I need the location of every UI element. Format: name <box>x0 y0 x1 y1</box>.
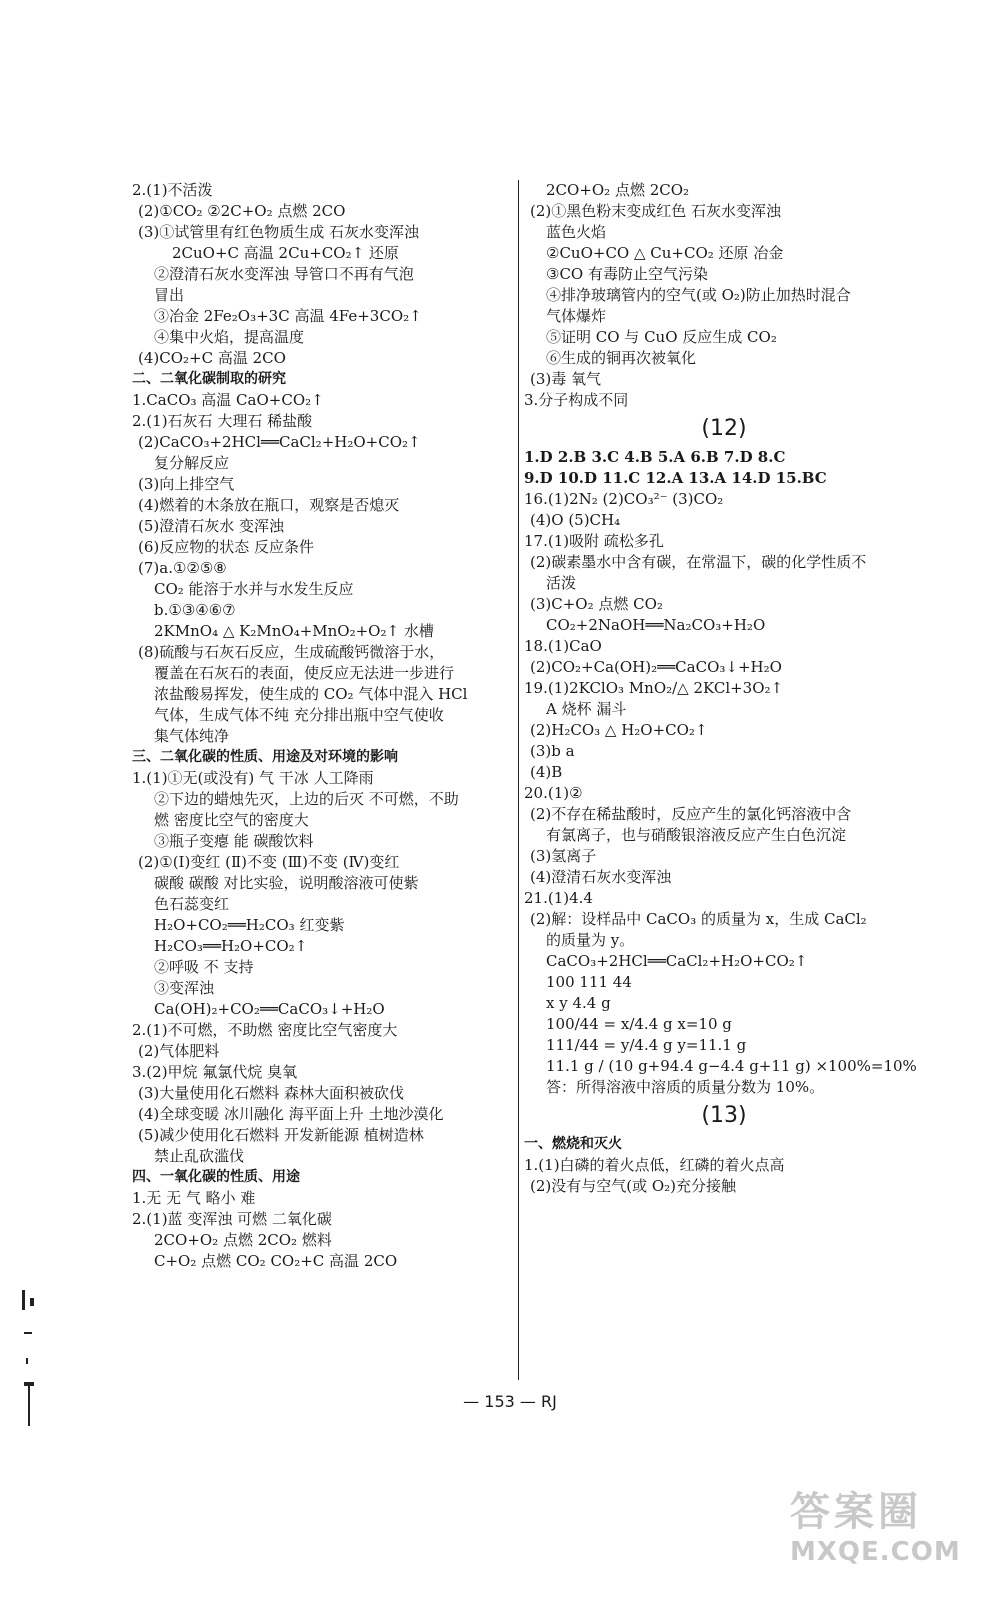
answer-line: 色石蕊变红 <box>154 895 230 913</box>
answer-line: 18.(1)CaO <box>524 637 602 655</box>
answer-line: (2)①CO₂ ②2C+O₂ 点燃 2CO <box>138 202 346 220</box>
answer-line: 1.CaCO₃ 高温 CaO+CO₂↑ <box>132 391 324 409</box>
answer-line: (4)B <box>530 763 563 781</box>
answer-line: 活泼 <box>546 574 577 592</box>
right-column <box>524 180 924 1197</box>
left-column <box>132 180 520 1272</box>
answer-line: H₂O+CO₂══H₂CO₃ 红变紫 <box>154 916 345 934</box>
answer-line: (7)a.①②⑤⑧ <box>138 559 227 577</box>
answer-line: 气体，生成气体不纯 充分排出瓶中空气使收 <box>154 706 444 724</box>
answer-line: H₂CO₃══H₂O+CO₂↑ <box>154 937 308 955</box>
answer-line: (8)硫酸与石灰石反应，生成硫酸钙微溶于水， <box>138 643 445 661</box>
answer-line: (5)减少使用化石燃料 开发新能源 植树造林 <box>138 1126 424 1144</box>
page-footer: — 153 — RJ <box>463 1392 557 1411</box>
answer-line: ③瓶子变瘪 能 碳酸饮料 <box>154 832 314 850</box>
answer-line: 的质量为 y。 <box>546 931 635 949</box>
answer-line: CO₂+2NaOH══Na₂CO₃+H₂O <box>546 616 766 634</box>
answer-line: 2.(1)石灰石 大理石 稀盐酸 <box>132 412 313 430</box>
answer-line: Ca(OH)₂+CO₂══CaCO₃↓+H₂O <box>154 1000 385 1018</box>
answer-line: (2)CaCO₃+2HCl══CaCl₂+H₂O+CO₂↑ <box>138 433 421 451</box>
answer-line: (5)澄清石灰水 变浑浊 <box>138 517 285 535</box>
answer-key-row: 9.D 10.D 11.C 12.A 13.A 14.D 15.BC <box>524 469 827 487</box>
answer-line: 有氯离子，也与硝酸银溶液反应产生白色沉淀 <box>546 826 847 844</box>
answer-line: (4)CO₂+C 高温 2CO <box>138 349 286 367</box>
answer-line: 复分解反应 <box>154 454 230 472</box>
answer-line: 1.(1)白磷的着火点低，红磷的着火点高 <box>524 1156 785 1174</box>
answer-line: ④排净玻璃管内的空气(或 O₂)防止加热时混合 <box>546 286 851 304</box>
section-heading: 二、二氧化碳制取的研究 <box>132 371 286 387</box>
answer-line: 气体爆炸 <box>546 307 607 325</box>
answer-line: b.①③④⑥⑦ <box>154 601 236 619</box>
watermark-url: MXQE.COM <box>790 1537 961 1567</box>
answer-line: (3)b a <box>530 742 575 760</box>
answer-line: (3)向上排空气 <box>138 475 235 493</box>
answer-line: 2CuO+C 高温 2Cu+CO₂↑ 还原 <box>172 244 399 262</box>
answer-line: 2.(1)不活泼 <box>132 181 213 199</box>
answer-line: 冒出 <box>154 286 185 304</box>
answer-line: (2)没有与空气(或 O₂)充分接触 <box>530 1177 737 1195</box>
answer-key-row: 1.D 2.B 3.C 4.B 5.A 6.B 7.D 8.C <box>524 448 786 466</box>
binding-marks <box>20 1290 40 1430</box>
answer-line: CaCO₃+2HCl══CaCl₂+H₂O+CO₂↑ <box>546 952 808 970</box>
answer-line: (4)O (5)CH₄ <box>530 511 621 529</box>
answer-line: (3)C+O₂ 点燃 CO₂ <box>530 595 663 613</box>
answer-line: 覆盖在石灰石的表面，使反应无法进一步进行 <box>154 664 455 682</box>
answer-line: ②下边的蜡烛先灭，上边的后灭 不可燃，不助 <box>154 790 459 808</box>
answer-line: C+O₂ 点燃 CO₂ CO₂+C 高温 2CO <box>154 1252 398 1270</box>
answer-line: CO₂ 能溶于水并与水发生反应 <box>154 580 354 598</box>
answer-line: 3.分子构成不同 <box>524 391 629 409</box>
unit-number: (12) <box>701 416 747 441</box>
answer-line: ③冶金 2Fe₂O₃+3C 高温 4Fe+3CO₂↑ <box>154 307 422 325</box>
answer-line: 禁止乱砍滥伐 <box>154 1147 245 1165</box>
answer-line: (2)①(Ⅰ)变红 (Ⅱ)不变 (Ⅲ)不变 (Ⅳ)变红 <box>138 853 400 871</box>
answer-line: ⑥生成的铜再次被氧化 <box>546 349 697 367</box>
answer-line: 2CO+O₂ 点燃 2CO₂ <box>546 181 690 199</box>
answer-line: 碳酸 碳酸 对比实验，说明酸溶液可使紫 <box>154 874 419 892</box>
answer-line: 2KMnO₄ △ K₂MnO₄+MnO₂+O₂↑ 水槽 <box>154 622 434 640</box>
answer-line: 21.(1)4.4 <box>524 889 593 907</box>
answer-line: 100 111 44 <box>546 973 632 991</box>
answer-line: ②澄清石灰水变浑浊 导管口不再有气泡 <box>154 265 414 283</box>
answer-line: 3.(2)甲烷 氟氯代烷 臭氧 <box>132 1063 298 1081</box>
answer-line: (3)毒 氧气 <box>530 370 602 388</box>
answer-line: 蓝色火焰 <box>546 223 607 241</box>
answer-line: 2CO+O₂ 点燃 2CO₂ 燃料 <box>154 1231 332 1249</box>
watermark-logo <box>790 1480 990 1590</box>
unit-number: (13) <box>701 1103 747 1128</box>
answer-line: (4)澄清石灰水变浑浊 <box>530 868 672 886</box>
answer-line: 17.(1)吸附 疏松多孔 <box>524 532 664 550</box>
answer-line: 2.(1)蓝 变浑浊 可燃 二氧化碳 <box>132 1210 332 1228</box>
answer-line: 100/44 = x/4.4 g x=10 g <box>546 1015 732 1033</box>
answer-line: (4)燃着的木条放在瓶口，观察是否熄灭 <box>138 496 400 514</box>
answer-line: 答：所得溶液中溶质的质量分数为 10%。 <box>546 1078 825 1096</box>
answer-line: (3)氢离子 <box>530 847 597 865</box>
answer-line: (2)CO₂+Ca(OH)₂══CaCO₃↓+H₂O <box>530 658 782 676</box>
answer-line: (6)反应物的状态 反应条件 <box>138 538 315 556</box>
answer-line: 浓盐酸易挥发，使生成的 CO₂ 气体中混入 HCl <box>154 685 468 703</box>
answer-line: ②CuO+CO △ Cu+CO₂ 还原 冶金 <box>546 244 784 262</box>
answer-line: 11.1 g / (10 g+94.4 g−4.4 g+11 g) ×100%=10% <box>546 1057 917 1075</box>
answer-line: 1.(1)①无(或没有) 气 干冰 人工降雨 <box>132 769 374 787</box>
answer-line: (4)全球变暖 冰川融化 海平面上升 土地沙漠化 <box>138 1105 444 1123</box>
answer-line: 16.(1)2N₂ (2)CO₃²⁻ (3)CO₂ <box>524 490 724 508</box>
answer-line: (3)大量使用化石燃料 森林大面积被砍伐 <box>138 1084 405 1102</box>
answer-line: ④集中火焰，提高温度 <box>154 328 305 346</box>
answer-line: (2)解：设样品中 CaCO₃ 的质量为 x，生成 CaCl₂ <box>530 910 867 928</box>
answer-line: ③变浑浊 <box>154 979 215 997</box>
answer-line: (2)气体肥料 <box>138 1042 220 1060</box>
answer-line: 111/44 = y/4.4 g y=11.1 g <box>546 1036 747 1054</box>
answer-line: 1.无 无 气 略小 难 <box>132 1189 256 1207</box>
answer-line: ②呼吸 不 支持 <box>154 958 254 976</box>
answer-line: 燃 密度比空气的密度大 <box>154 811 309 829</box>
section-heading: 一、燃烧和灭火 <box>524 1136 622 1152</box>
answer-line: 2.(1)不可燃，不助燃 密度比空气密度大 <box>132 1021 398 1039</box>
answer-line: A 烧杯 漏斗 <box>546 700 627 718</box>
answer-line: (2)碳素墨水中含有碳，在常温下，碳的化学性质不 <box>530 553 867 571</box>
answer-line: (2)不存在稀盐酸时，反应产生的氯化钙溶液中含 <box>530 805 852 823</box>
section-heading: 三、二氧化碳的性质、用途及对环境的影响 <box>132 749 398 765</box>
section-heading: 四、一氧化碳的性质、用途 <box>132 1169 300 1185</box>
watermark-text: 答案圈 <box>790 1489 922 1535</box>
answer-line: (2)H₂CO₃ △ H₂O+CO₂↑ <box>530 721 708 739</box>
answer-line: (2)①黑色粉末变成红色 石灰水变浑浊 <box>530 202 782 220</box>
answer-line: 19.(1)2KClO₃ MnO₂/△ 2KCl+3O₂↑ <box>524 679 784 697</box>
answer-line: ③CO 有毒防止空气污染 <box>546 265 708 283</box>
answer-line: ⑤证明 CO 与 CuO 反应生成 CO₂ <box>546 328 777 346</box>
answer-line: x y 4.4 g <box>546 994 611 1012</box>
answer-line: 20.(1)② <box>524 784 583 802</box>
answer-line: 集气体纯净 <box>154 727 230 745</box>
answer-line: (3)①试管里有红色物质生成 石灰水变浑浊 <box>138 223 420 241</box>
